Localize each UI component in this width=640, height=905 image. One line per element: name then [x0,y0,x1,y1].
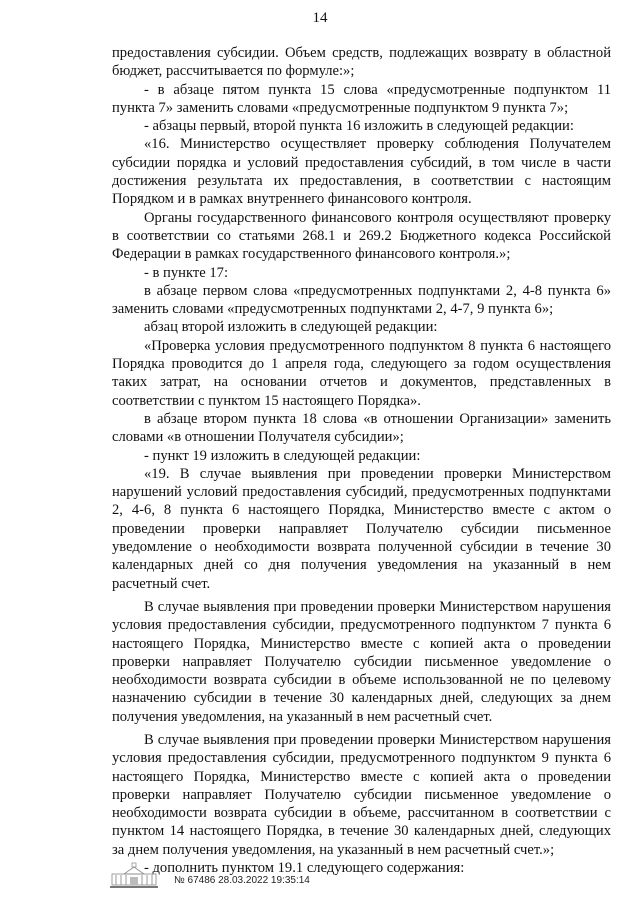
government-building-icon [108,860,160,890]
paragraph: - дополнить пунктом 19.1 следующего содержания: [144,860,465,877]
paragraph: В случае выявления при проведении проверки Министерством нарушения условия предоставления субсидии, предусмотренного подпунктом 9 пункта 6 настоящего Порядка, Министерство вместе с копией акта о проведении проверки направляет Получателю субсидии письменное уведомление о необходимости возврата субсидии в объеме, рассчитанном в соответствии с пунктом 14 настоящего Порядка, в течение 30 календарных дней, следующих за днем получения уведомления, на указанный в нем расчетный счет.»; [112,731,611,858]
paragraph: «19. В случае выявления при проведении проверки Министерством нарушений условий предоставления субсидий, предусмотренных подпунктами 2, 4-6, 8 пункта 6 настоящего Порядка, Министерство вместе с актом о проведении проверки направляет Получателю субсидии письменное уведомление о необходимости возврата полученной субсидии в течение 30 календарных дней со дня получения уведомления на указанный в нем расчетный счет. [112,465,611,592]
document-footer [108,860,508,896]
paragraph: в абзаце первом слова «предусмотренных подпунктами 2, 4-8 пункта 6» заменить словами «предусмотренных подпунктами 2, 4-7, 9 пункта 6»; [112,282,611,318]
paragraph: В случае выявления при проведении проверки Министерством нарушения условия предоставления субсидии, предусмотренного подпунктом 7 пункта 6 настоящего Порядка, Министерство вместе с копией акта о проведении проверки направляет Получателю субсидии письменное уведомление о необходимости возврата субсидии в объеме использованной не по целевому назначению субсидии в течение 30 календарных дней, следующих за днем получения уведомления, на указанный в нем расчетный счет. [112,598,611,725]
paragraph: - абзацы первый, второй пункта 16 изложить в следующей редакции: [144,118,574,135]
paragraph: - в пункте 17: [144,264,229,281]
paragraph: в абзаце втором пункта 18 слова «в отношении Организации» заменить словами «в отношении Получателя субсидии»; [112,410,611,446]
paragraph: предоставления субсидии. Объем средств, подлежащих возврату в областной бюджет, рассчитывается по формуле:»; [112,45,611,80]
paragraph: Органы государственного финансового контроля осуществляют проверку в соответствии со статьями 268.1 и 269.2 Бюджетного кодекса Российской Федерации в рамках государственного финансового контроля.»; [112,209,611,263]
paragraph: «16. Министерство осуществляет проверку соблюдения Получателем субсидии порядка и условий предоставления субсидий, в том числе в части достижения результата их предоставления, в соответствии с настоящим Порядком и в рамках внутреннего финансового контроля. [112,136,611,208]
registration-stamp: № 67486 28.03.2022 19:35:14 [174,875,310,886]
document-body [112,44,611,877]
paragraph: «Проверка условия предусмотренного подпунктом 8 пункта 6 настоящего Порядка проводится до 1 апреля года, следующего за годом осуществления таких затрат, на основании отчетов и документов, представленных в соответствии с пунктом 15 настоящего Порядка». [112,337,611,409]
page-number: 14 [312,10,328,26]
paragraph: - в абзаце пятом пункта 15 слова «предусмотренные подпунктом 11 пункта 7» заменить словами «предусмотренные подпунктом 9 пункта 7»; [112,81,611,116]
paragraph: - пункт 19 изложить в следующей редакции: [144,447,421,464]
paragraph: абзац второй изложить в следующей редакции: [144,319,438,336]
